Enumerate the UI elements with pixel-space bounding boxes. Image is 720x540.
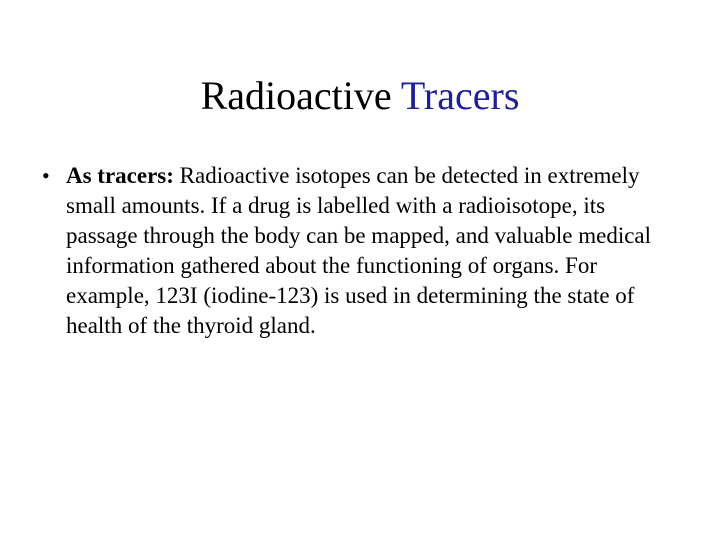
- bullet-dot-icon: •: [42, 163, 50, 188]
- title-highlight-text: Tracers: [400, 73, 520, 118]
- bullet-body: Radioactive isotopes can be detected in extremely small amounts. If a drug is labelled with a radioisotope, its passage through the body can be mapped, and valuable medical information gathered about the functioning of organs. For example, 123I (iodine-123) is used in determining the state of health of the thyroid gland.: [66, 163, 652, 338]
- bullet-lead: As tracers:: [66, 163, 174, 188]
- title-text: Radioactive: [200, 73, 401, 118]
- bullet-text: [66, 161, 672, 341]
- slide-title: [0, 70, 720, 122]
